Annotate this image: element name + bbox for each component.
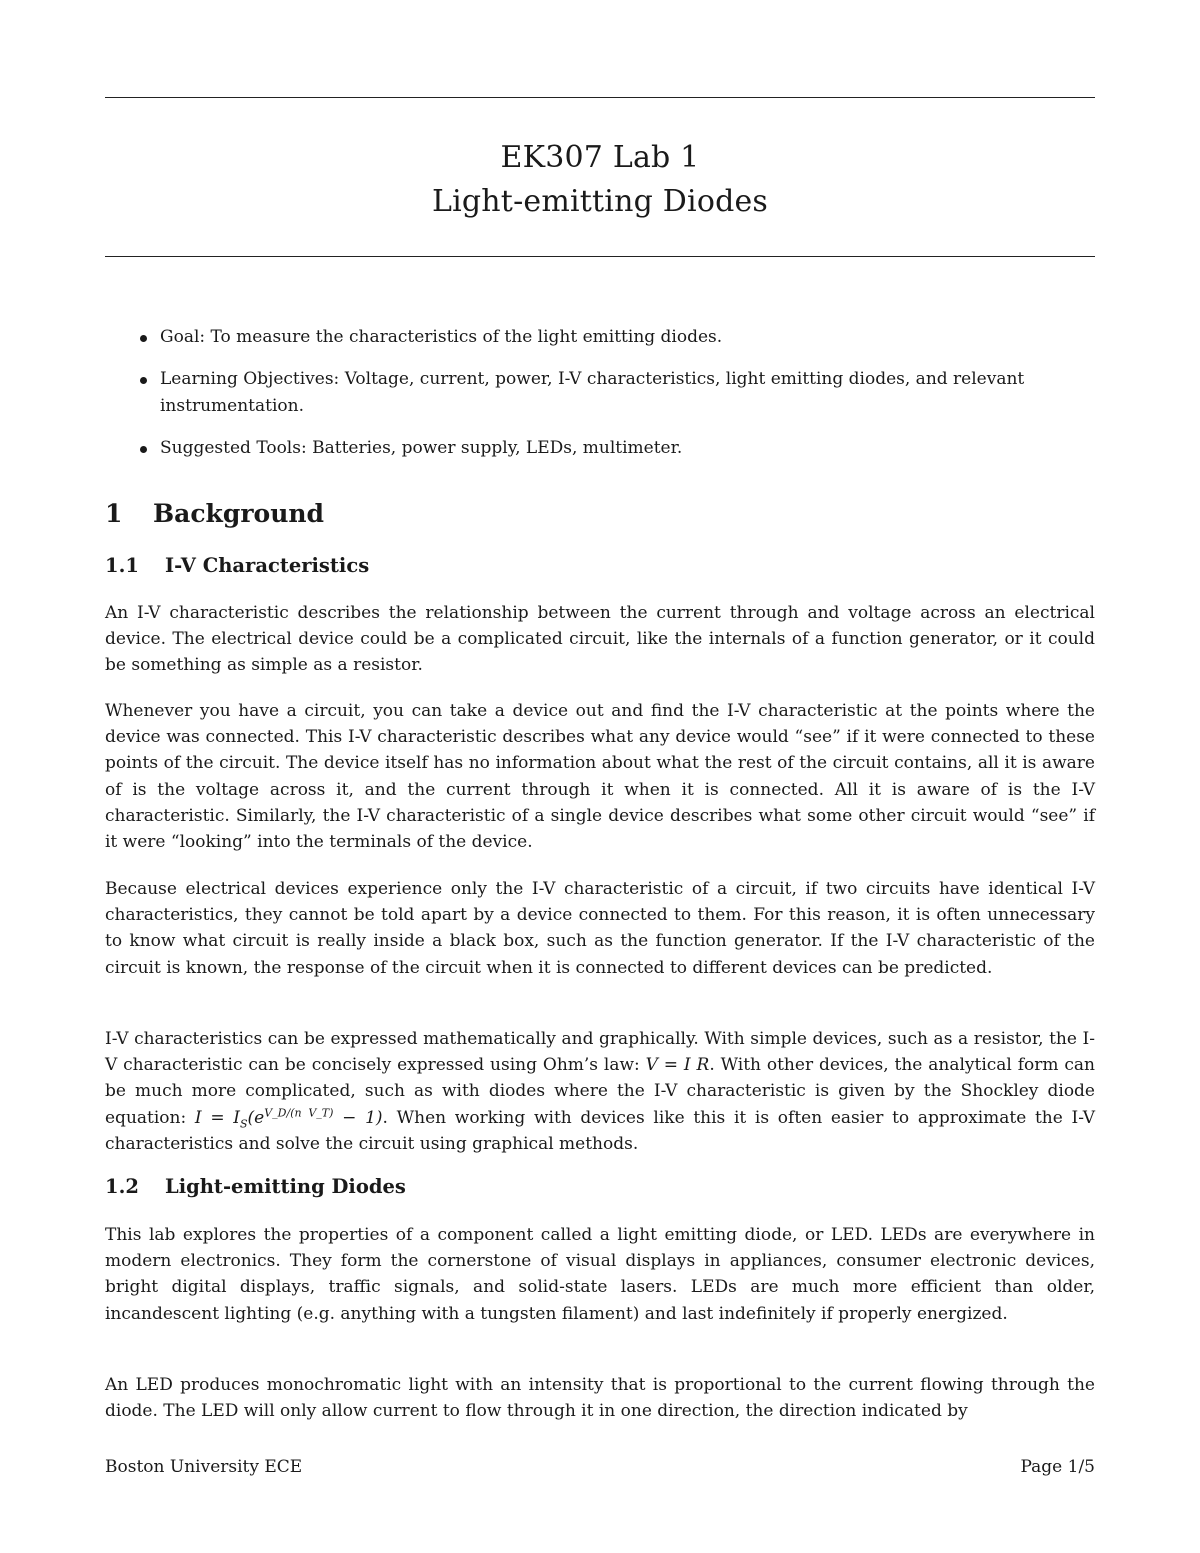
top-rule [105,97,1095,98]
paragraph-iv-definition: An I-V characteristic describes the relationship between the current through and voltage across an electrical device. The electrical device could be a complicated circuit, like the internals of a function generator, or it could be something as simple as a resistor. [105,603,1095,676]
paragraph-text: I-V characteristics can be expressed mathematically and graphically. With simple devices, such as a resistor, the I-V characteristic can be concisely expressed using Ohm’s law: [105,1029,1095,1076]
paragraph-device-view: Whenever you have a circuit, you can take a device out and find the I-V characteristic at the points where the device was connected. This I-V characteristic describes what any device would “see” if it were connected to these points of the circuit. The device itself has no information about what the rest of the circuit contains, all it is aware of is the voltage across it, and the current through it when it is connected. All it is aware of is the I-V characteristic. Similarly, the I-V characteristic of a single device describes what some other circuit would “see” if it were “looking” into the terminals of the device. [105,701,1095,853]
title-bottom-rule [105,256,1095,257]
equation-exponent: V_D/(n V_T) [264,1105,334,1119]
list-item-text: Goal: To measure the characteristics of the light emitting diodes. [160,327,723,347]
subsection-heading-iv-characteristics [105,554,369,577]
list-item-goal [105,324,1095,351]
paragraph-equations [105,1026,1095,1157]
subsection-number: 1.1 [105,554,139,577]
paragraph-black-box: Because electrical devices experience only the I-V characteristic of a circuit, if two circuits have identical I-V characteristics, they cannot be told apart by a device connected to them. For this reason, it is often unnecessary to know what circuit is really inside a black box, such as the function generator. If the I-V characteristic of the circuit is known, the response of the circuit when it is connected to different devices can be predicted. [105,879,1095,978]
bullet-icon [140,377,147,384]
document-subtitle: Light-emitting Diodes [431,184,769,219]
list-item-text: Learning Objectives: Voltage, current, power, I-V characteristics, light emitting diodes, and relevant instrumentation. [160,369,1025,416]
equation-part: (e [247,1107,265,1128]
section-title: Background [153,499,325,528]
paragraph-text: . When working with devices like this it is often easier to approximate the I-V characteristics and solve the circuit using graphical methods. [105,1107,1096,1154]
subsection-title: Light-emitting Diodes [165,1175,406,1198]
list-item-suggested-tools [105,435,1095,462]
list-item-text: Suggested Tools: Batteries, power supply, LEDs, multimeter. [160,438,683,458]
subsection-title: I-V Characteristics [165,554,370,577]
paragraph-led-intro: This lab explores the properties of a component called a light emitting diode, or LED. LEDs are everywhere in modern electronics. They form the cornerstone of visual displays in appliances, consumer electronic devices, bright digital displays, traffic signals, and solid-state lasers. LEDs are much more efficient than older, incandescent lighting (e.g. anything with a tungsten filament) and last indefinitely if properly energized. [105,1225,1095,1324]
equation-subscript: S [239,1117,248,1130]
equation-part: − 1) [333,1107,383,1128]
equation-part: I = I [194,1107,240,1128]
ohms-law-equation: V = I R [645,1055,710,1076]
objectives-list [105,324,1095,477]
list-item-learning-objectives [105,366,1095,420]
footer-page-number: Page 1/5 [1020,1457,1095,1477]
subsection-heading-leds [105,1175,406,1198]
document-title: EK307 Lab 1 [500,140,700,175]
shockley-equation [194,1105,383,1130]
footer-institution: Boston University ECE [105,1457,303,1477]
paragraph-led-light: An LED produces monochromatic light with an intensity that is proportional to the current flowing through the diode. The LED will only allow current to flow through it in one direction, the direction indicated by [105,1375,1095,1422]
bullet-icon [140,446,147,453]
bullet-icon [140,335,147,342]
section-number: 1 [105,499,123,528]
section-heading-background [105,499,324,528]
paragraph-text: . With other devices, the analytical form can be much more complicated, such as with diodes where the I-V characteristic is given by the Shockley diode equation: [105,1055,1096,1128]
subsection-number: 1.2 [105,1175,139,1198]
